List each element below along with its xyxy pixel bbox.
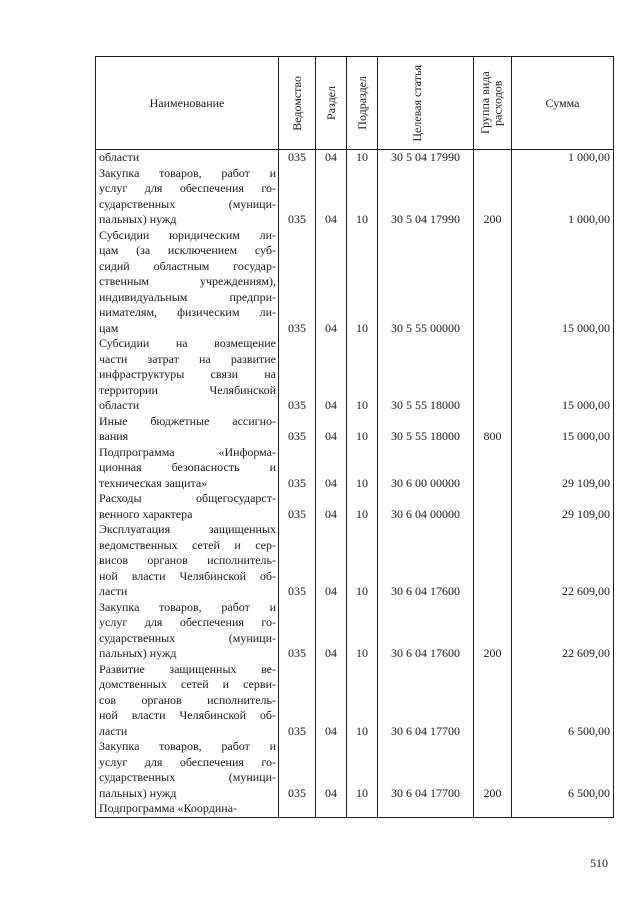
header-name <box>96 57 279 150</box>
row-name-line: пальных) нужд <box>99 646 177 660</box>
row-name-line: ласти <box>99 584 128 598</box>
row-name-line: Подпрограмма «Координа- <box>99 801 238 815</box>
row-name-line: ной власти Челябинской об- <box>99 568 276 583</box>
row-name-line: висов органов исполнитель- <box>99 553 276 567</box>
row-podrazdel-cell: 10 <box>347 662 378 740</box>
row-name-line: вания <box>99 429 129 443</box>
row-name-cell <box>96 662 279 740</box>
header-name-label: Наименование <box>149 95 225 110</box>
row-summa-cell: 15 000,00 <box>512 336 614 414</box>
row-name-cell <box>96 150 279 166</box>
row-name-line: части затрат на развитие <box>99 351 276 366</box>
row-name-line: Иные бюджетные ассигно- <box>99 413 276 428</box>
table-row <box>96 522 614 600</box>
row-name-cell <box>96 522 279 600</box>
header-razdel <box>316 57 347 150</box>
row-vedomstvo-cell <box>279 801 316 817</box>
row-celevaya-statya-cell: 30 5 04 17990 <box>378 166 474 228</box>
row-vedomstvo-cell: 035 <box>279 336 316 414</box>
row-gruppa-vida-rashodov-cell <box>474 801 512 817</box>
header-celevaya-statya <box>378 57 474 150</box>
header-gruppa-vida-rashodov <box>474 57 512 150</box>
row-name-line: Закупка товаров, работ и <box>99 599 276 614</box>
row-gruppa-vida-rashodov-cell: 800 <box>474 414 512 445</box>
row-name-line: услуг для обеспечения го- <box>99 754 276 769</box>
table-row <box>96 801 614 817</box>
row-razdel-cell: 04 <box>316 739 347 801</box>
row-celevaya-statya-cell <box>378 801 474 817</box>
row-name-cell <box>96 336 279 414</box>
row-name-line: пальных) нужд <box>99 212 177 226</box>
row-razdel-cell: 04 <box>316 662 347 740</box>
row-gruppa-vida-rashodov-cell <box>474 228 512 337</box>
row-summa-cell: 22 609,00 <box>512 522 614 600</box>
row-name-cell <box>96 228 279 337</box>
row-celevaya-statya-cell: 30 5 55 18000 <box>378 414 474 445</box>
header-celevaya-statya-label: Целевая статья <box>409 64 424 142</box>
row-vedomstvo-cell: 035 <box>279 414 316 445</box>
table-row <box>96 166 614 228</box>
header-podrazdel <box>347 57 378 150</box>
row-podrazdel-cell: 10 <box>347 166 378 228</box>
row-summa-cell: 22 609,00 <box>512 600 614 662</box>
row-name-line: домственных сетей и серви- <box>99 677 276 691</box>
row-podrazdel-cell: 10 <box>347 445 378 492</box>
row-name-line: ной власти Челябинской об- <box>99 708 276 722</box>
row-celevaya-statya-cell: 30 5 55 00000 <box>378 228 474 337</box>
row-name-cell <box>96 166 279 228</box>
row-name-line: Развитие защищенных ве- <box>99 661 276 676</box>
row-name-line: сударственных (муници- <box>99 770 276 784</box>
row-name-line: сударственных (муници- <box>99 630 276 645</box>
table-row <box>96 491 614 522</box>
row-name-line: услуг для обеспечения го- <box>99 615 276 629</box>
row-summa-cell: 29 109,00 <box>512 491 614 522</box>
table-row <box>96 739 614 801</box>
row-vedomstvo-cell: 035 <box>279 150 316 166</box>
header-summa-label: Сумма <box>545 95 580 110</box>
row-summa-cell <box>512 801 614 817</box>
row-razdel-cell: 04 <box>316 166 347 228</box>
row-celevaya-statya-cell: 30 6 04 17700 <box>378 739 474 801</box>
row-summa-cell: 6 500,00 <box>512 662 614 740</box>
row-name-line: индивидуальным предпри- <box>99 289 276 304</box>
row-vedomstvo-cell: 035 <box>279 166 316 228</box>
row-name-line: сударственных (муници- <box>99 196 276 211</box>
row-name-line: ственным учреждениям), <box>99 274 276 288</box>
row-vedomstvo-cell: 035 <box>279 228 316 337</box>
row-name-line: пальных) нужд <box>99 785 177 800</box>
table-row <box>96 414 614 445</box>
row-gruppa-vida-rashodov-cell <box>474 150 512 166</box>
row-razdel-cell: 04 <box>316 414 347 445</box>
row-razdel-cell: 04 <box>316 228 347 337</box>
header-summa <box>512 57 614 150</box>
row-name-line: сов органов исполнитель- <box>99 692 276 707</box>
page-number: 510 <box>590 856 608 870</box>
row-gruppa-vida-rashodov-cell: 200 <box>474 166 512 228</box>
row-name-line: территории Челябинской <box>99 382 276 397</box>
row-podrazdel-cell: 10 <box>347 739 378 801</box>
row-name-cell <box>96 600 279 662</box>
row-name-line: Субсидии юридическим ли- <box>99 227 276 242</box>
row-name-cell <box>96 739 279 801</box>
row-celevaya-statya-cell: 30 6 04 00000 <box>378 491 474 522</box>
row-razdel-cell: 04 <box>316 600 347 662</box>
header-razdel-label: Раздел <box>323 86 338 120</box>
table-row <box>96 445 614 492</box>
row-gruppa-vida-rashodov-cell <box>474 336 512 414</box>
row-vedomstvo-cell: 035 <box>279 662 316 740</box>
row-podrazdel-cell: 10 <box>347 491 378 522</box>
row-name-line: цам (за исключением суб- <box>99 243 276 257</box>
row-celevaya-statya-cell: 30 5 55 18000 <box>378 336 474 414</box>
table-row <box>96 336 614 414</box>
row-name-line: ведомственных сетей и сер- <box>99 537 276 552</box>
row-podrazdel-cell: 10 <box>347 522 378 600</box>
row-name-line: услуг для обеспечения го- <box>99 181 276 195</box>
table-row <box>96 662 614 740</box>
row-celevaya-statya-cell: 30 6 04 17600 <box>378 600 474 662</box>
row-podrazdel-cell: 10 <box>347 414 378 445</box>
row-vedomstvo-cell: 035 <box>279 522 316 600</box>
row-gruppa-vida-rashodov-cell <box>474 522 512 600</box>
row-summa-cell: 1 000,00 <box>512 166 614 228</box>
row-razdel-cell <box>316 801 347 817</box>
row-razdel-cell: 04 <box>316 445 347 492</box>
row-name-line: Субсидии на возмещение <box>99 336 276 350</box>
row-razdel-cell: 04 <box>316 336 347 414</box>
header-vedomstvo-label: Ведомство <box>289 75 304 131</box>
row-razdel-cell: 04 <box>316 491 347 522</box>
row-name-line: области <box>99 398 140 412</box>
table-row <box>96 150 614 166</box>
row-name-cell <box>96 491 279 522</box>
row-celevaya-statya-cell: 30 5 04 17990 <box>378 150 474 166</box>
header-vedomstvo <box>279 57 316 150</box>
row-celevaya-statya-cell: 30 6 04 17600 <box>378 522 474 600</box>
row-name-line: инфраструктуры связи на <box>99 367 276 381</box>
row-name-line: Закупка товаров, работ и <box>99 739 276 753</box>
row-name-line: Закупка товаров, работ и <box>99 165 276 180</box>
row-gruppa-vida-rashodov-cell <box>474 491 512 522</box>
table-header-row <box>96 57 614 150</box>
row-gruppa-vida-rashodov-cell <box>474 662 512 740</box>
row-name-line: Подпрограмма «Информа- <box>99 444 276 459</box>
row-summa-cell: 15 000,00 <box>512 228 614 337</box>
row-name-line: техническая защита» <box>99 475 208 490</box>
row-gruppa-vida-rashodov-cell <box>474 445 512 492</box>
row-podrazdel-cell: 10 <box>347 336 378 414</box>
row-name-line: венного характера <box>99 506 193 521</box>
row-podrazdel-cell: 10 <box>347 150 378 166</box>
row-gruppa-vida-rashodov-cell: 200 <box>474 739 512 801</box>
row-celevaya-statya-cell: 30 6 04 17700 <box>378 662 474 740</box>
row-gruppa-vida-rashodov-cell: 200 <box>474 600 512 662</box>
row-name-line: ласти <box>99 723 128 738</box>
row-razdel-cell: 04 <box>316 150 347 166</box>
row-summa-cell: 1 000,00 <box>512 150 614 166</box>
row-name-cell <box>96 445 279 492</box>
row-podrazdel-cell: 10 <box>347 600 378 662</box>
row-name-cell <box>96 801 279 817</box>
budget-table <box>95 56 614 818</box>
row-vedomstvo-cell: 035 <box>279 491 316 522</box>
row-vedomstvo-cell: 035 <box>279 600 316 662</box>
row-vedomstvo-cell: 035 <box>279 739 316 801</box>
row-name-line: Расходы общегосударст- <box>99 491 276 505</box>
row-summa-cell: 15 000,00 <box>512 414 614 445</box>
row-vedomstvo-cell: 035 <box>279 445 316 492</box>
row-razdel-cell: 04 <box>316 522 347 600</box>
row-name-cell <box>96 414 279 445</box>
row-name-line: цам <box>99 320 119 335</box>
header-gruppa-vida-rashodov-label: Группа вида расходов <box>477 71 505 135</box>
row-summa-cell: 6 500,00 <box>512 739 614 801</box>
row-name-line: ционная безопасность и <box>99 460 276 474</box>
table-row <box>96 228 614 337</box>
row-name-line: области <box>99 150 140 164</box>
row-name-line: сидий областным государ- <box>99 258 276 273</box>
row-podrazdel-cell: 10 <box>347 228 378 337</box>
row-celevaya-statya-cell: 30 6 00 00000 <box>378 445 474 492</box>
table-row <box>96 600 614 662</box>
row-name-line: Эксплуатация защищенных <box>99 522 276 536</box>
header-podrazdel-label: Подраздел <box>354 76 369 130</box>
row-name-line: нимателям, физическим ли- <box>99 305 276 319</box>
row-summa-cell: 29 109,00 <box>512 445 614 492</box>
row-podrazdel-cell <box>347 801 378 817</box>
